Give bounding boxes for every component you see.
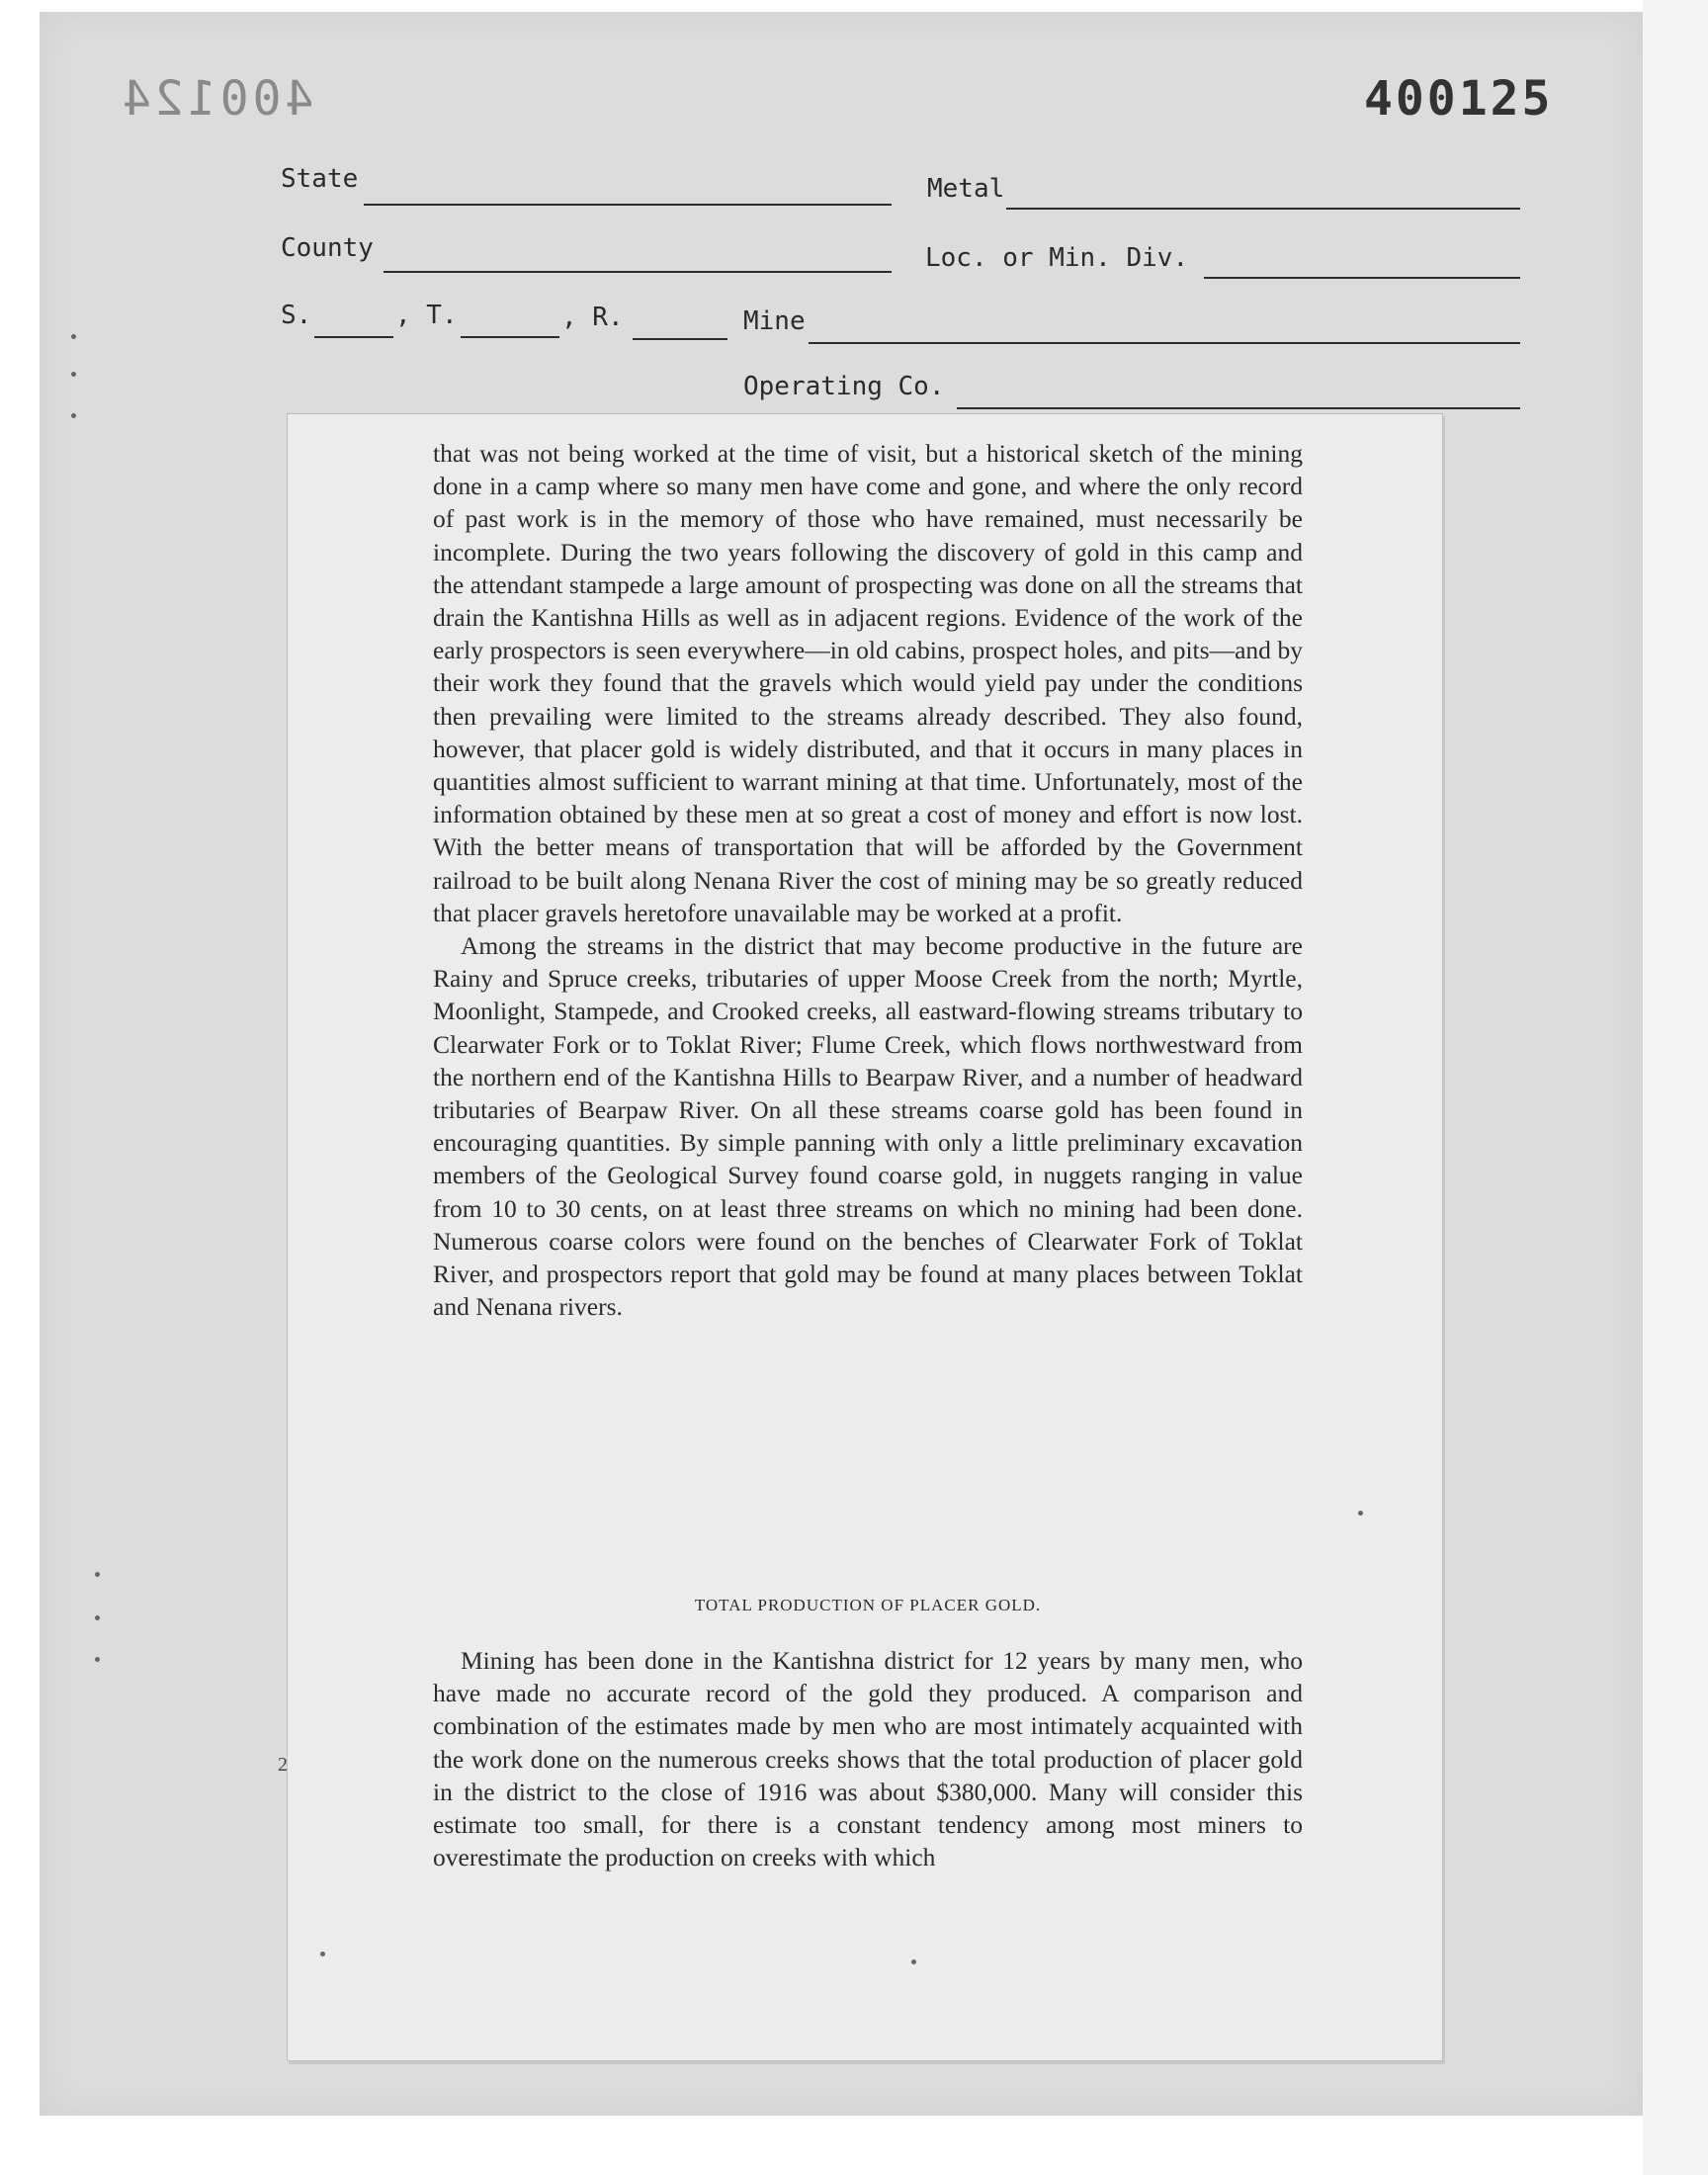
section-label: S. <box>281 301 312 330</box>
loc-label: Loc. or Min. Div. <box>925 243 1189 273</box>
paragraph-2: Among the streams in the district that may become productive in the future are Rainy and Spruce creeks, tributaries of upper Moose Creek from the north; Myrtle, Moonlight, Stampede, and Crooked creeks, all eastward-flowing streams tributary to Clearwater Fork or to Toklat River; Flume Creek, which flows northwestward from the northern end of the Kantishna Hills to Bearpaw River, and a number of headward tributaries of Bearpaw River. On all these streams coarse gold has been found in encouraging quantities. By simple panning with only a little preliminary excavation members of the Geological Survey found coarse gold, in nuggets ranging in value from 10 to 30 cents, on at least three streams on which no mining had been done. Numerous coarse colors were found on the benches of Clearwater Fork of Toklat River, and prospectors report that gold may be found at many places between Toklat and Nenana rivers. <box>433 931 1303 1322</box>
scan-speck <box>71 372 76 377</box>
township-label: , T. <box>395 301 458 330</box>
operating-co-field-line[interactable] <box>957 407 1520 409</box>
body-text-2 <box>433 1644 1303 1873</box>
mine-field-line[interactable] <box>809 342 1520 344</box>
state-label: State <box>281 164 359 194</box>
mirrored-card-number: 400124 <box>119 71 314 127</box>
metal-field-line[interactable] <box>1006 208 1520 210</box>
card-number: 400125 <box>1364 71 1554 127</box>
county-label: County <box>281 233 374 263</box>
scan-speck <box>1358 1511 1363 1516</box>
scan-speck <box>95 1657 100 1662</box>
scan-speck <box>71 334 76 339</box>
loc-field-line[interactable] <box>1204 277 1520 279</box>
scan-speck <box>911 1959 916 1964</box>
paragraph-3: Mining has been done in the Kantishna district for 12 years by many men, who have made no accurate record of the gold they produced. A comparison and combination of the estimates made by men who are most intimately acquainted with the work done on the numerous creeks shows that the total production of placer gold in the district to the close of 1916 was about $380,000. Many will consider this estimate too small, for there is a constant tendency among most miners to overestimate the production on creeks with which <box>433 1646 1303 1872</box>
scan-speck <box>320 1952 325 1957</box>
range-label: , R. <box>561 303 624 332</box>
operating-co-label: Operating Co. <box>743 372 945 401</box>
scan-speck <box>95 1572 100 1577</box>
range-field-line[interactable] <box>633 338 727 340</box>
scan-edge <box>1643 0 1708 2175</box>
scan-speck <box>95 1615 100 1620</box>
county-field-line[interactable] <box>384 271 892 273</box>
township-field-line[interactable] <box>461 336 559 338</box>
paragraph-1: that was not being worked at the time of visit, but a historical sketch of the mining done in a camp where so many men have come and gone, and where the only record of past work is in the memory of those who have remained, must necessarily be incomplete. During the two years following the discovery of gold in this camp and the attendant stampede a large amount of prospecting was done on all the streams that drain the Kantishna Hills as well as in adjacent regions. Evidence of the work of the early prospectors is seen everywhere—in old cabins, prospect holes, and pits—and by their work they found that the gravels which would yield pay under the conditions then prevailing were limited to the streams already described. They also found, however, that placer gold is widely distributed, and that it occurs in many places in quantities almost sufficient to warrant mining at that time. Unfortunately, most of the information obtained by these men at so great a cost of money and effort is now lost. With the better means of transportation that will be afforded by the Government railroad to be built along Nenana River the cost of mining may be so greatly reduced that placer gravels heretofore unavailable may be worked at a profit. <box>433 439 1303 927</box>
scan-speck <box>71 413 76 418</box>
mine-label: Mine <box>743 306 806 336</box>
section-heading: TOTAL PRODUCTION OF PLACER GOLD. <box>694 1596 1042 1614</box>
body-text <box>433 437 1303 1323</box>
margin-mark: 2 <box>278 1754 288 1776</box>
state-field-line[interactable] <box>364 204 892 206</box>
metal-label: Metal <box>927 174 1005 204</box>
section-field-line[interactable] <box>314 336 393 338</box>
